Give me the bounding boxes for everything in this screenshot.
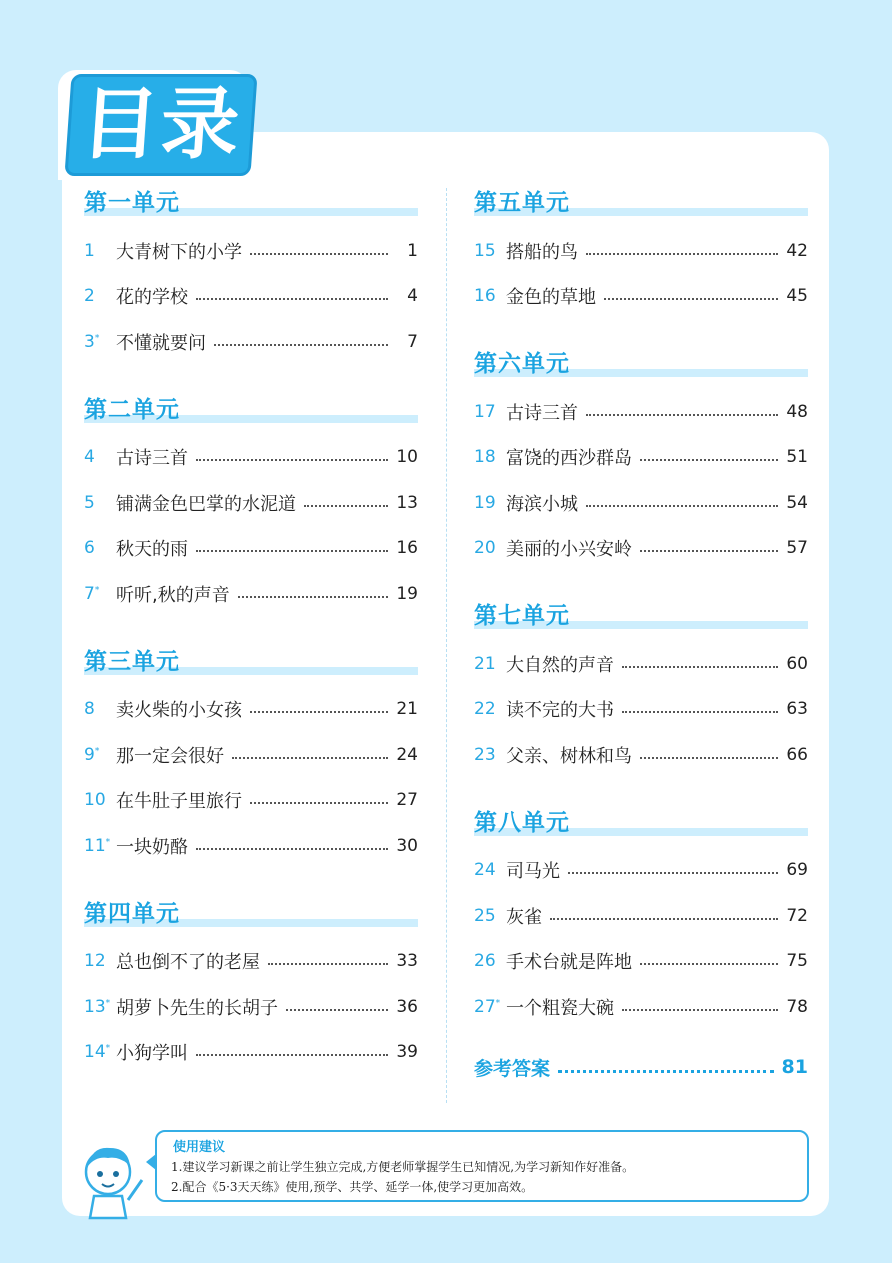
optional-mark: * bbox=[105, 837, 111, 848]
lesson-name: 一块奶酪 bbox=[116, 836, 188, 858]
unit-section bbox=[84, 180, 418, 365]
optional-mark: * bbox=[94, 585, 100, 596]
lesson-number-text: 26 bbox=[474, 951, 496, 972]
leader-dots bbox=[238, 596, 388, 598]
lesson-name: 铺满金色巴掌的水泥道 bbox=[116, 493, 296, 515]
leader-dots bbox=[196, 848, 388, 850]
lesson-name: 卖火柴的小女孩 bbox=[116, 700, 242, 722]
lesson-number-text: 12 bbox=[84, 951, 106, 972]
lesson-entry[interactable] bbox=[474, 526, 808, 572]
lesson-number bbox=[84, 1042, 116, 1062]
lesson-name: 在牛肚子里旅行 bbox=[116, 791, 242, 813]
lesson-page: 54 bbox=[786, 492, 808, 513]
lesson-number-text: 27 bbox=[474, 996, 496, 1017]
unit-title: 第四单元 bbox=[84, 899, 180, 927]
lesson-number-text: 21 bbox=[474, 653, 496, 674]
unit-header bbox=[84, 387, 418, 431]
leader-dots bbox=[586, 505, 778, 507]
lesson-number bbox=[474, 745, 506, 765]
lesson-entry[interactable] bbox=[474, 687, 808, 733]
unit-section bbox=[474, 800, 808, 1030]
lesson-number bbox=[474, 654, 506, 674]
page-title: 目录 bbox=[64, 74, 257, 176]
leader-dots bbox=[586, 253, 778, 255]
lesson-page: 69 bbox=[786, 860, 808, 881]
lesson-page: 57 bbox=[786, 538, 808, 559]
lesson-number-text: 1 bbox=[84, 240, 95, 261]
lesson-entry[interactable] bbox=[474, 480, 808, 526]
lesson-number-text: 11 bbox=[84, 835, 106, 856]
lesson-name: 读不完的大书 bbox=[506, 700, 614, 722]
lesson-entry[interactable] bbox=[84, 571, 418, 617]
lesson-entry[interactable] bbox=[84, 274, 418, 320]
leader-dots bbox=[304, 505, 388, 507]
unit-header bbox=[474, 180, 808, 224]
lesson-name: 海滨小城 bbox=[506, 493, 578, 515]
lesson-entry[interactable] bbox=[84, 823, 418, 869]
lesson-name: 富饶的西沙群岛 bbox=[506, 448, 632, 470]
unit-section bbox=[474, 180, 808, 319]
unit-section bbox=[84, 891, 418, 1076]
lesson-page: 19 bbox=[396, 583, 418, 604]
leader-dots bbox=[286, 1009, 388, 1011]
lesson-page: 48 bbox=[786, 401, 808, 422]
lesson-entry[interactable] bbox=[84, 687, 418, 733]
lesson-number bbox=[474, 241, 506, 261]
lesson-number-text: 3 bbox=[84, 331, 95, 352]
toc-right-column bbox=[474, 180, 808, 1052]
unit-header bbox=[84, 639, 418, 683]
optional-mark: * bbox=[105, 998, 111, 1009]
lesson-page: 10 bbox=[396, 447, 418, 468]
unit-header bbox=[474, 800, 808, 844]
lesson-entry[interactable] bbox=[84, 939, 418, 985]
lesson-number bbox=[84, 493, 116, 513]
lesson-name: 秋天的雨 bbox=[116, 539, 188, 561]
leader-dots bbox=[622, 1009, 778, 1011]
lesson-number bbox=[84, 286, 116, 306]
lesson-page: 60 bbox=[786, 653, 808, 674]
leader-dots bbox=[640, 757, 778, 759]
lesson-number-text: 24 bbox=[474, 860, 496, 881]
lesson-number-text: 15 bbox=[474, 240, 496, 261]
lesson-page: 63 bbox=[786, 699, 808, 720]
lesson-name: 金色的草地 bbox=[506, 287, 596, 309]
lesson-entry[interactable] bbox=[474, 641, 808, 687]
leader-dots bbox=[550, 918, 778, 920]
leader-dots bbox=[250, 711, 388, 713]
lesson-page: 36 bbox=[396, 996, 418, 1017]
lesson-number-text: 23 bbox=[474, 744, 496, 765]
lesson-number-text: 13 bbox=[84, 996, 106, 1017]
leader-dots bbox=[250, 802, 388, 804]
lesson-entry[interactable] bbox=[474, 435, 808, 481]
lesson-entry[interactable] bbox=[84, 778, 418, 824]
lesson-number-text: 19 bbox=[474, 492, 496, 513]
unit-header bbox=[84, 180, 418, 224]
lesson-entry[interactable] bbox=[84, 984, 418, 1030]
unit-section bbox=[474, 341, 808, 571]
usage-tips-box bbox=[155, 1130, 809, 1202]
lesson-page: 27 bbox=[396, 790, 418, 811]
lesson-page: 33 bbox=[396, 951, 418, 972]
lesson-number bbox=[474, 447, 506, 467]
answers-page: 81 bbox=[781, 1056, 808, 1078]
lesson-name: 搭船的鸟 bbox=[506, 241, 578, 263]
lesson-name: 胡萝卜先生的长胡子 bbox=[116, 997, 278, 1019]
lesson-entry[interactable] bbox=[474, 228, 808, 274]
lesson-entry[interactable] bbox=[84, 319, 418, 365]
lesson-number-text: 16 bbox=[474, 286, 496, 307]
lesson-number-text: 17 bbox=[474, 401, 496, 422]
lesson-number bbox=[474, 906, 506, 926]
lesson-entry[interactable] bbox=[84, 435, 418, 481]
optional-mark: * bbox=[94, 333, 100, 344]
lesson-name: 总也倒不了的老屋 bbox=[116, 952, 260, 974]
lesson-number-text: 18 bbox=[474, 447, 496, 468]
teacher-mascot-icon bbox=[68, 1140, 148, 1220]
tips-line-1: 1.建议学习新课之前让学生独立完成,方便老师掌握学生已知情况,为学习新知作好准备。 bbox=[171, 1160, 635, 1174]
leader-dots bbox=[196, 298, 388, 300]
lesson-page: 45 bbox=[786, 286, 808, 307]
lesson-number-text: 25 bbox=[474, 905, 496, 926]
lesson-number bbox=[84, 997, 116, 1017]
unit-title: 第三单元 bbox=[84, 647, 180, 675]
leader-dots bbox=[250, 253, 388, 255]
lesson-number bbox=[474, 860, 506, 880]
lesson-number bbox=[474, 997, 506, 1017]
lesson-page: 30 bbox=[396, 835, 418, 856]
lesson-page: 75 bbox=[786, 951, 808, 972]
lesson-number bbox=[84, 745, 116, 765]
lesson-number-text: 7 bbox=[84, 583, 95, 604]
lesson-page: 51 bbox=[786, 447, 808, 468]
lesson-number-text: 6 bbox=[84, 538, 95, 559]
lesson-page: 1 bbox=[407, 240, 418, 261]
unit-section bbox=[84, 639, 418, 869]
toc-left-column bbox=[84, 180, 418, 1097]
lesson-number bbox=[84, 699, 116, 719]
answers-entry[interactable] bbox=[474, 1052, 808, 1082]
lesson-name: 不懂就要问 bbox=[116, 332, 206, 354]
leader-dots bbox=[568, 872, 778, 874]
lesson-number-text: 4 bbox=[84, 447, 95, 468]
lesson-page: 24 bbox=[396, 744, 418, 765]
lesson-number bbox=[84, 951, 116, 971]
tips-title: 使用建议 bbox=[173, 1140, 226, 1155]
optional-mark: * bbox=[94, 746, 100, 757]
leader-dots bbox=[640, 963, 778, 965]
lesson-number bbox=[84, 584, 116, 604]
lesson-number-text: 22 bbox=[474, 699, 496, 720]
lesson-page: 42 bbox=[786, 240, 808, 261]
tips-line-2: 2.配合《5·3天天练》使用,预学、共学、延学一体,使学习更加高效。 bbox=[171, 1180, 534, 1194]
unit-section bbox=[84, 387, 418, 617]
lesson-page: 16 bbox=[396, 538, 418, 559]
lesson-entry[interactable] bbox=[84, 732, 418, 778]
lesson-entry[interactable] bbox=[474, 893, 808, 939]
lesson-page: 13 bbox=[396, 492, 418, 513]
lesson-number bbox=[84, 836, 116, 856]
lesson-number bbox=[474, 699, 506, 719]
unit-title: 第七单元 bbox=[474, 602, 570, 629]
lesson-name: 一个粗瓷大碗 bbox=[506, 997, 614, 1019]
lesson-name: 大青树下的小学 bbox=[116, 241, 242, 263]
unit-header bbox=[84, 891, 418, 935]
answers-label: 参考答案 bbox=[474, 1057, 551, 1080]
leader-dots bbox=[196, 1054, 388, 1056]
lesson-name: 古诗三首 bbox=[116, 448, 188, 470]
lesson-page: 21 bbox=[396, 699, 418, 720]
lesson-entry[interactable] bbox=[84, 1030, 418, 1076]
lesson-name: 手术台就是阵地 bbox=[506, 952, 632, 974]
unit-title: 第一单元 bbox=[84, 189, 180, 216]
lesson-page: 4 bbox=[407, 286, 418, 307]
lesson-number bbox=[84, 447, 116, 467]
leader-dots bbox=[640, 459, 778, 461]
unit-header bbox=[474, 593, 808, 637]
lesson-page: 72 bbox=[786, 905, 808, 926]
lesson-entry[interactable] bbox=[474, 848, 808, 894]
lesson-name: 古诗三首 bbox=[506, 402, 578, 424]
lesson-name: 美丽的小兴安岭 bbox=[506, 539, 632, 561]
leader-dots bbox=[196, 550, 388, 552]
leader-dots bbox=[622, 711, 778, 713]
leader-dots bbox=[196, 459, 388, 461]
lesson-page: 78 bbox=[786, 996, 808, 1017]
lesson-entry[interactable] bbox=[474, 939, 808, 985]
lesson-number-text: 2 bbox=[84, 286, 95, 307]
lesson-number-text: 14 bbox=[84, 1042, 106, 1063]
lesson-name: 灰雀 bbox=[506, 906, 542, 928]
leader-dots bbox=[640, 550, 778, 552]
lesson-number bbox=[84, 332, 116, 352]
leader-dots bbox=[268, 963, 388, 965]
lesson-number bbox=[474, 402, 506, 422]
lesson-page: 39 bbox=[396, 1042, 418, 1063]
lesson-entry[interactable] bbox=[474, 984, 808, 1030]
lesson-name: 花的学校 bbox=[116, 287, 188, 309]
unit-title: 第八单元 bbox=[474, 808, 570, 836]
lesson-number-text: 8 bbox=[84, 699, 95, 720]
lesson-entry[interactable] bbox=[84, 526, 418, 572]
lesson-number bbox=[84, 790, 116, 810]
lesson-name: 大自然的声音 bbox=[506, 654, 614, 676]
lesson-name: 听听,秋的声音 bbox=[116, 584, 230, 606]
leader-dots bbox=[214, 344, 388, 346]
lesson-entry[interactable] bbox=[84, 480, 418, 526]
lesson-name: 司马光 bbox=[506, 861, 560, 883]
lesson-number bbox=[84, 538, 116, 558]
leader-dots bbox=[622, 666, 778, 668]
optional-mark: * bbox=[105, 1043, 111, 1054]
unit-title: 第五单元 bbox=[474, 189, 570, 216]
lesson-number-text: 10 bbox=[84, 790, 106, 811]
unit-header bbox=[474, 341, 808, 385]
unit-title: 第六单元 bbox=[474, 350, 570, 377]
column-divider bbox=[446, 188, 447, 1103]
lesson-number-text: 9 bbox=[84, 744, 95, 765]
leader-dots bbox=[558, 1070, 774, 1073]
lesson-entry[interactable] bbox=[84, 228, 418, 274]
leader-dots bbox=[586, 414, 778, 416]
lesson-number bbox=[474, 951, 506, 971]
lesson-name: 小狗学叫 bbox=[116, 1043, 188, 1065]
leader-dots bbox=[604, 298, 778, 300]
lesson-entry[interactable] bbox=[474, 274, 808, 320]
optional-mark: * bbox=[495, 998, 501, 1009]
lesson-entry[interactable] bbox=[474, 389, 808, 435]
lesson-page: 66 bbox=[786, 744, 808, 765]
lesson-number-text: 20 bbox=[474, 538, 496, 559]
unit-title: 第二单元 bbox=[84, 395, 180, 423]
unit-section bbox=[474, 593, 808, 778]
lesson-number bbox=[474, 286, 506, 306]
lesson-number-text: 5 bbox=[84, 492, 95, 513]
lesson-number bbox=[474, 538, 506, 558]
lesson-number bbox=[84, 241, 116, 261]
leader-dots bbox=[232, 757, 388, 759]
lesson-name: 父亲、树林和鸟 bbox=[506, 745, 632, 767]
lesson-number bbox=[474, 493, 506, 513]
lesson-entry[interactable] bbox=[474, 732, 808, 778]
lesson-page: 7 bbox=[407, 331, 418, 352]
lesson-name: 那一定会很好 bbox=[116, 745, 224, 767]
